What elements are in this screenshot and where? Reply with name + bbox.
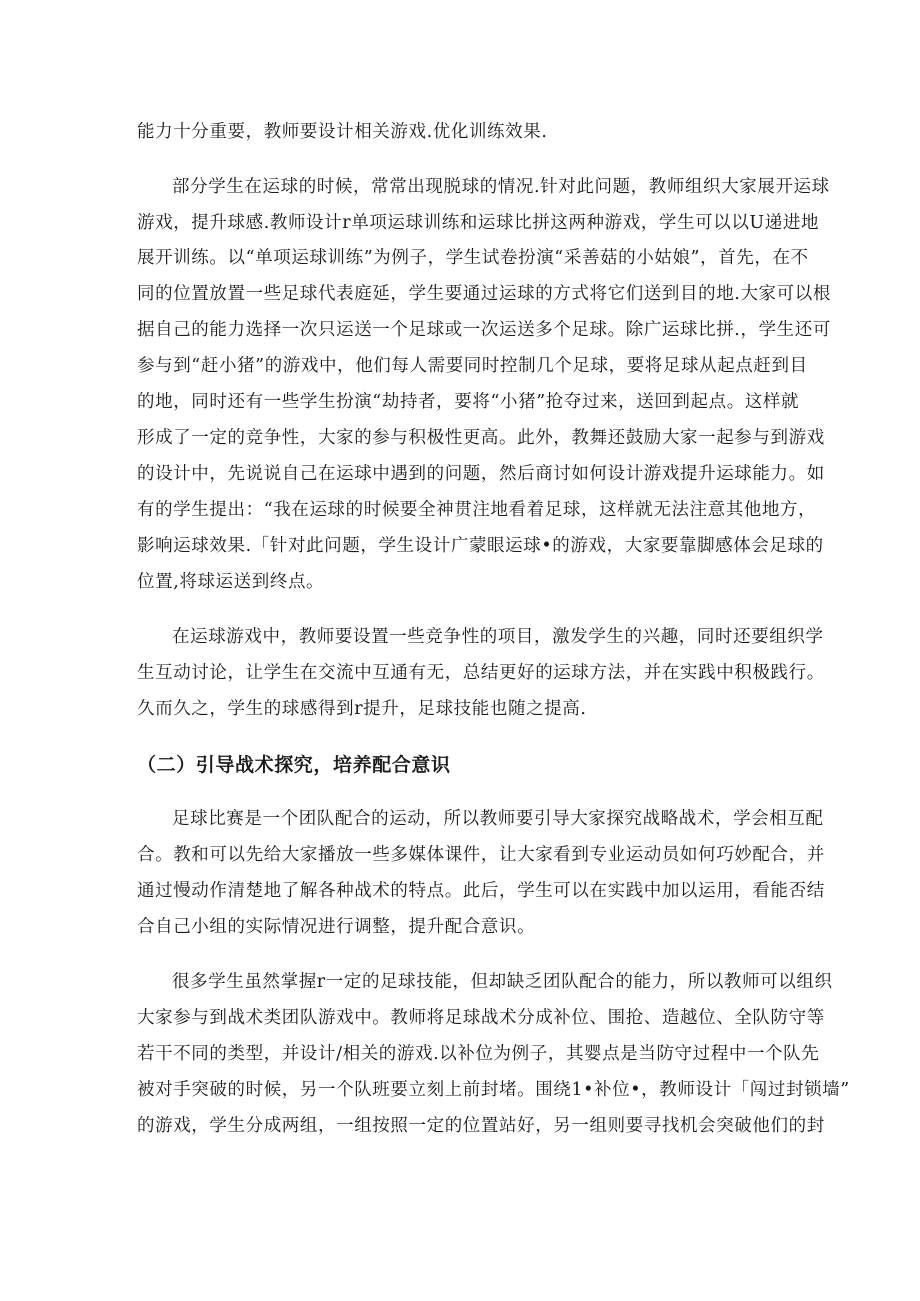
- paragraph-1-line-8: 形成了一定的竞争性，大家的参与积极性更高。此外，教舞还鼓励大家一起参与到游戏: [137, 428, 825, 448]
- paragraph-1-line-11: 影响运球效果.「针对此问题，学生设计广蒙眼运球•的游戏，大家要靠脚感体会足球的: [137, 536, 824, 556]
- paragraph-4-line-1: 很多学生虽然掌握r一定的足球技能，但却缺乏团队配合的能力，所以教师可以组织: [172, 972, 833, 992]
- paragraph-3-line-1: 足球比赛是一个团队配合的运动，所以教师要引导大家探究战略战术，学会相互配: [172, 809, 824, 829]
- paragraph-0-line-1: 能力十分重要，教师要设计相关游戏.优化训练效果.: [137, 122, 548, 142]
- paragraph-2-line-3: 久而久之，学生的球感得到r提升，足球技能也随之提高.: [137, 699, 587, 719]
- section-heading: （二）引导战术探究，培养配合意识: [137, 754, 451, 776]
- paragraph-1-line-1: 部分学生在运球的时候，常常出现脱球的情况.针对此问题，教师组织大家展开运球: [172, 177, 830, 197]
- paragraph-1-line-6: 参与到“赶小猪”的游戏中，他们每人需要同时控制几个足球，要将足球从起点赶到目: [137, 356, 808, 376]
- paragraph-1-line-5: 据自己的能力选择一次只运送一个足球或一次运送多个足球。除广运球比拼.，学生还可: [137, 320, 831, 340]
- paragraph-4-line-2: 大家参与到战术类团队游戏中。教师将足球战术分成补位、围抢、造越位、全队防守等: [137, 1008, 825, 1028]
- paragraph-3-line-4: 合自己小组的实际情况进行调整，提升配合意识。: [137, 917, 536, 937]
- paragraph-1-line-9: 的设计中，先说说自己在运球中遇到的问题，然后商讨如何设计游戏提升运球能力。如: [137, 464, 825, 484]
- paragraph-3-line-3: 通过慢动作清楚地了解各种战术的特点。此后，学生可以在实践中加以运用，看能否结: [137, 881, 825, 901]
- paragraph-1-line-7: 的地，同时还有一些学生扮演“劫持者，要将“小猪”抢夺过来，送回到起点。这样就: [137, 392, 800, 412]
- paragraph-2-line-1: 在运球游戏中，教师要设置一些竞争性的项目，激发学生的兴趣，同时还要组织学: [172, 627, 824, 647]
- paragraph-4-line-5: 的游戏，学生分成两组，一组按照一定的位置站好，另一组则要寻找机会突破他们的封: [137, 1116, 825, 1136]
- paragraph-1-line-3: 展开训练。以“单项运球训练”为例子，学生试卷扮演“采善菇的小姑娘”，首先，在不: [137, 248, 809, 268]
- paragraph-1-line-2: 游戏，提升球感.教师设计r单项运球训练和运球比拼这两种游戏，学生可以以U递进地: [137, 213, 820, 233]
- paragraph-3-line-2: 合。教和可以先给大家播放一些多媒体课件，让大家看到专业运动员如何巧妙配合，并: [137, 845, 825, 865]
- paragraph-4-line-4: 被对手突破的时候，另一个队班要立刻上前封堵。围绕1•补位•，教师设计「闯过封锁墙”: [137, 1080, 850, 1100]
- paragraph-1-line-4: 同的位置放置一些足球代表庭延，学生要通过运球的方式将它们送到目的地.大家可以根: [137, 284, 831, 304]
- paragraph-4-line-3: 若干不同的类型，并设计/相关的游戏.以补位为例子，其婴点是当防守过程中一个队先: [137, 1044, 820, 1064]
- paragraph-2-line-2: 生互动讨论，让学生在交流中互通有无，总结更好的运球方法，并在实践中积极践行。: [137, 663, 825, 683]
- paragraph-1-line-12: 位置,将球运送到终点。: [137, 572, 325, 592]
- paragraph-1-line-10: 有的学生提出：“我在运球的时候要全神贯注地看着足球，这样就无法注意其他地方，: [137, 500, 817, 520]
